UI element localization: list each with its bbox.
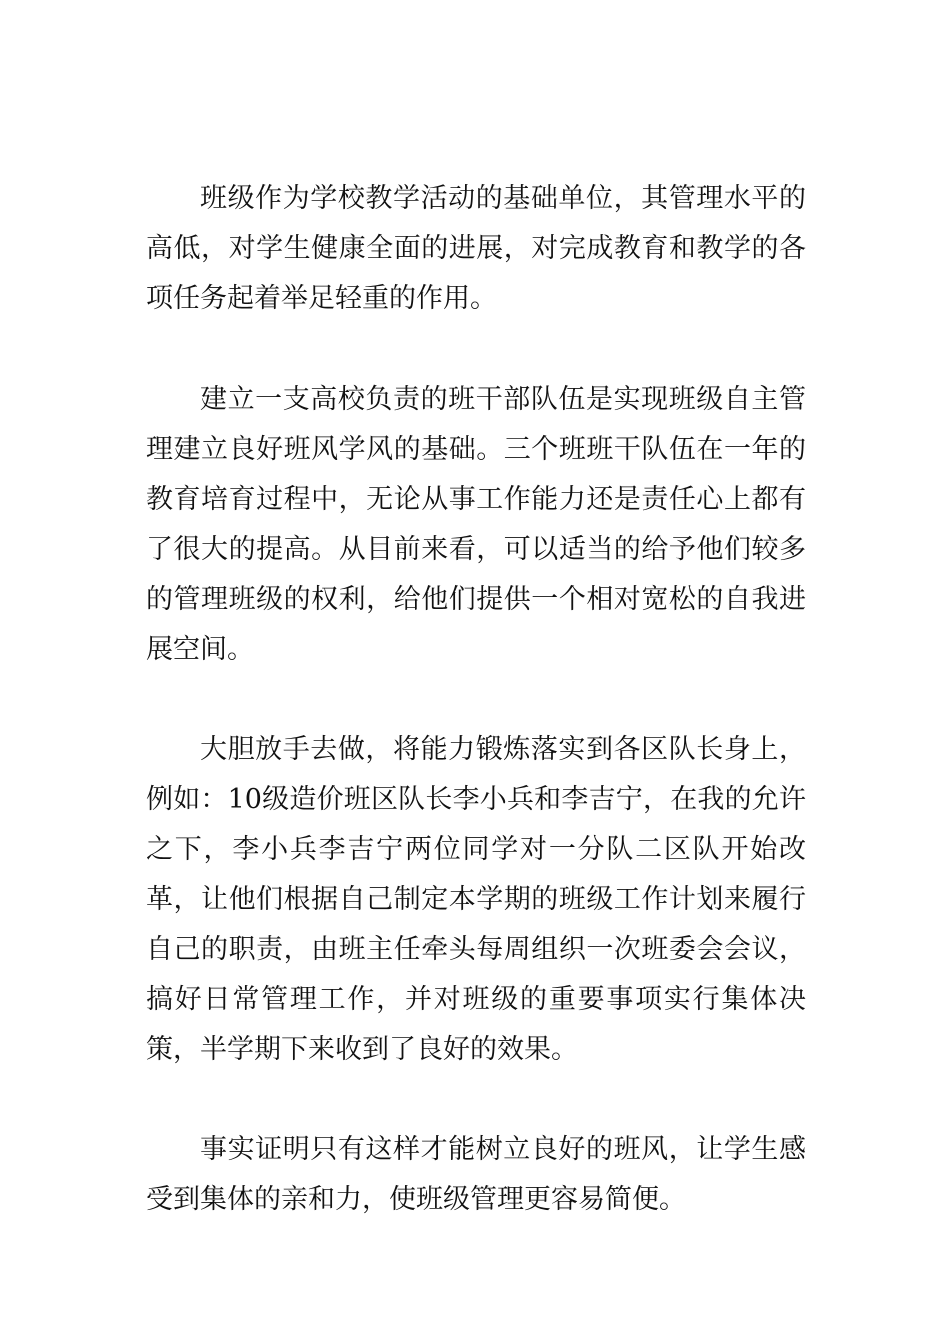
paragraph-conclusion: 事实证明只有这样才能树立良好的班风，让学生感受到集体的亲和力，使班级管理更容易简便。 [146, 1134, 806, 1215]
paragraph-class-role: 班级作为学校教学活动的基础单位，其管理水平的高低，对学生健康全面的进展，对完成教育和教学的各项任务起着举足轻重的作用。 [146, 183, 806, 314]
paragraph-class-cadres: 建立一支高校负责的班干部队伍是实现班级自主管理建立良好班风学风的基础。三个班班干队伍在一年的教育培育过程中，无论从事工作能力还是责任心上都有了很大的提高。从目前来看，可以适当的给予他们较多的管理班级的权利，给他们提供一个相对宽松的自我进展空间。 [146, 384, 806, 665]
document-body [146, 174, 806, 1225]
paragraph-delegation-example: 大胆放手去做，将能力锻炼落实到各区队长身上，例如：10级造价班区队长李小兵和李吉宁，在我的允许之下，李小兵李吉宁两位同学对一分队二区队开始改革，让他们根据自己制定本学期的班级工作计划来履行自己的职责，由班主任牵头每周组织一次班委会会议，搞好日常管理工作，并对班级的重要事项实行集体决策，半学期下来收到了良好的效果。 [146, 734, 806, 1065]
